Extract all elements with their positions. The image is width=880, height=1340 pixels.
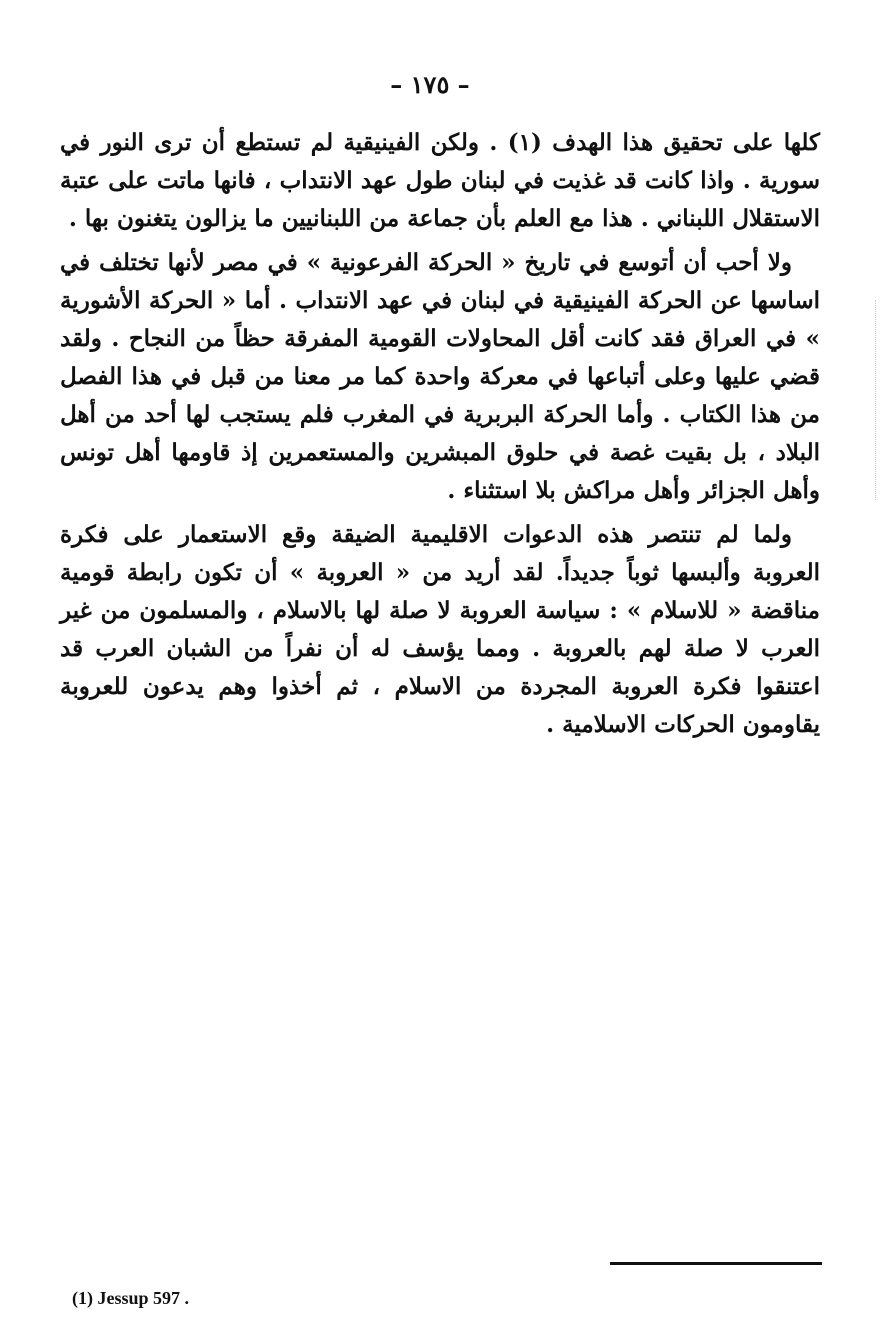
paragraph-1: كلها على تحقيق هذا الهدف (١) . ولكن الفينيقية لم تستطع أن ترى النور في سورية . واذا كانت قد غذيت في لبنان طول عهد الانتداب ، فانها ماتت على عتبة الاستقلال اللبناني . هذا مع العلم بأن جماعة من اللبنانيين ما يزالون يتغنون بها . <box>60 129 820 232</box>
scan-edge-marks <box>873 300 876 500</box>
footnote: (1) Jessup 597 . <box>72 1288 190 1308</box>
paragraph-2: ولا أحب أن أتوسع في تاريخ « الحركة الفرعونية » في مصر لأنها تختلف في اساسها عن الحركة الفينيقية في لبنان في عهد الانتداب . أما « الحركة الأشورية » في العراق فقد كانت أقل المحاولات القومية المفرقة حظاً من النجاح . ولقد قضي عليها وعلى أتباعها في معركة واحدة كما مر معنا من قبل في هذا الفصل من هذا الكتاب . وأما الحركة البربرية في المغرب فلم يستجب لها أحد من أهل البلاد ، بل بقيت غصة في حلوق المبشرين والمستعمرين إذ قاومها أهل تونس وأهل الجزائر وأهل مراكش بلا استثناء . <box>60 249 820 504</box>
paragraph-3: ولما لم تنتصر هذه الدعوات الاقليمية الضيقة وقع الاستعمار على فكرة العروبة وألبسها ثوباً جديداً. لقد أريد من « العروبة » أن تكون رابطة قومية مناقضة « للاسلام » : سياسة العروبة لا صلة لها بالاسلام ، والمسلمون من غير العرب لا صلة لهم بالعروبة . ومما يؤسف له أن نفراً من الشبان العرب قد اعتنقوا فكرة العروبة المجردة من الاسلام ، ثم أخذوا وهم يدعون للعروبة يقاومون الحركات الاسلامية . <box>60 521 820 738</box>
body-text <box>60 124 820 750</box>
footnote-divider <box>610 1262 822 1265</box>
page-number: – ١٧٥ – <box>390 70 470 99</box>
